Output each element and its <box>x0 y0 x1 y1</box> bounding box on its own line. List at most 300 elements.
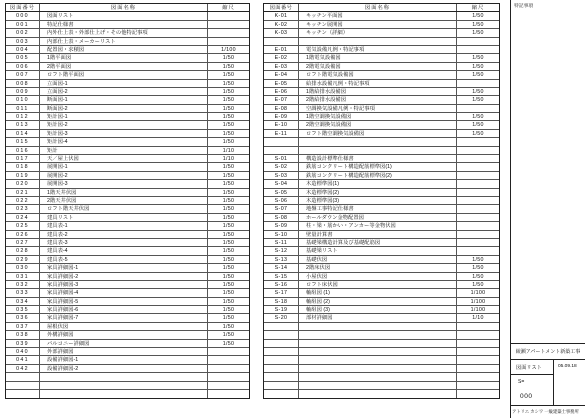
drawing-name-cell: 設備詳細図-2 <box>40 365 208 372</box>
drawing-name-cell: 基礎梁リスト <box>299 247 457 254</box>
drawing-name-cell: 1階天井伏図 <box>40 189 208 196</box>
drawing-name-cell: 給排水設備凡例・特記事項 <box>299 80 457 87</box>
table-row <box>264 130 499 138</box>
table-row <box>6 382 249 390</box>
table-row <box>264 155 499 163</box>
drawing-number-cell: S-14 <box>264 264 299 271</box>
table-row <box>6 180 249 188</box>
drawing-name-cell: 鉄筋コンクリート構造配筋標準図(1) <box>299 163 457 170</box>
table-row <box>264 306 499 314</box>
drawing-scale-cell <box>208 382 249 389</box>
drawing-name-cell: 展開図-3 <box>40 180 208 187</box>
drawing-scale-cell <box>457 155 499 162</box>
drawing-scale-cell: 1/50 <box>222 197 235 204</box>
table-row <box>264 331 499 339</box>
drawing-scale-cell: 1/50 <box>222 172 235 179</box>
drawing-scale-cell: 1/100 <box>470 298 486 305</box>
drawing-number-cell: 029 <box>6 256 40 263</box>
drawing-number-cell <box>264 340 299 347</box>
drawing-name-cell: 2階天井伏図 <box>40 197 208 204</box>
drawing-name-cell <box>40 390 208 398</box>
drawing-number-cell: 008 <box>6 80 40 87</box>
drawing-number-cell: S-15 <box>264 273 299 280</box>
drawing-number-cell: 021 <box>6 189 40 196</box>
drawing-scale-cell: 1/50 <box>222 72 235 79</box>
drawing-number-cell: E-11 <box>264 130 299 137</box>
drawing-name-cell: 屋根伏図 <box>40 323 208 330</box>
drawing-scale-cell <box>457 80 499 87</box>
drawing-scale-cell: 1/50 <box>472 97 484 104</box>
project-name: 綾瀬アパートメント新築工事 <box>515 349 581 355</box>
drawing-name-cell: 家具詳細図-2 <box>40 273 208 280</box>
drawing-name-cell: ロフト床伏図 <box>299 281 457 288</box>
table-row <box>264 264 499 272</box>
table-row <box>264 96 499 104</box>
drawing-name-cell: 軸組図 (3) <box>299 306 457 313</box>
drawing-number-cell <box>264 356 299 363</box>
drawing-number-cell: 036 <box>6 314 40 321</box>
drawing-scale-cell <box>457 247 499 254</box>
drawing-scale-cell: 1/50 <box>472 55 484 62</box>
drawing-name-cell <box>299 138 457 145</box>
drawing-name-cell: 天／屋上伏図 <box>40 155 208 162</box>
drawing-number-cell: 016 <box>6 147 40 154</box>
drawing-name-cell: ホールダウン金物配置図 <box>299 214 457 221</box>
drawing-number-cell <box>264 331 299 338</box>
drawing-number-cell: E-09 <box>264 113 299 120</box>
drawing-number-cell: 013 <box>6 121 40 128</box>
drawing-number-cell: 010 <box>6 96 40 103</box>
drawing-scale-cell <box>457 147 499 154</box>
table-row <box>6 331 249 339</box>
table-row <box>6 348 249 356</box>
drawing-name-cell: 基礎梁構造計算及び基礎配筋図 <box>299 239 457 246</box>
drawing-number-cell: 022 <box>6 197 40 204</box>
drawing-number-cell: 004 <box>6 46 40 53</box>
drawing-scale-cell <box>457 382 499 389</box>
drawing-number-cell: K-02 <box>264 21 299 28</box>
drawing-number-cell <box>6 390 40 398</box>
header-drawing-number: 図面番号 <box>6 4 40 11</box>
drawing-name-cell: キッチン（詳細） <box>299 29 457 36</box>
table-row <box>6 46 249 54</box>
drawing-name-cell <box>299 348 457 355</box>
drawing-number-cell: S-02 <box>264 163 299 170</box>
drawing-scale-cell: 1/50 <box>222 223 235 230</box>
table-row <box>264 54 499 62</box>
table-row <box>264 365 499 373</box>
drawing-list-table-left <box>5 3 250 399</box>
drawing-number-cell: 018 <box>6 163 40 170</box>
drawing-number-cell: 019 <box>6 172 40 179</box>
table-row <box>264 356 499 364</box>
drawing-scale-cell: 1/50 <box>472 88 484 95</box>
drawing-name-cell: 地盤工事特記仕様書 <box>299 205 457 212</box>
drawing-number-cell: 006 <box>6 63 40 70</box>
drawing-name-cell <box>40 373 208 380</box>
drawing-number-cell: 014 <box>6 130 40 137</box>
drawing-name-cell <box>299 323 457 330</box>
drawing-name-cell: 立面図-2 <box>40 88 208 95</box>
drawing-number-cell: 035 <box>6 306 40 313</box>
drawing-scale-cell <box>457 180 499 187</box>
drawing-name-cell <box>299 365 457 372</box>
drawing-scale-cell <box>457 214 499 221</box>
table-row <box>264 12 499 20</box>
drawing-number-cell: 038 <box>6 331 40 338</box>
table-row <box>264 21 499 29</box>
table-row <box>6 323 249 331</box>
drawing-scale-cell: 1/10 <box>222 147 235 154</box>
table-row <box>6 231 249 239</box>
drawing-name-cell <box>299 340 457 347</box>
drawing-scale-cell: 1/50 <box>222 88 235 95</box>
drawing-name-cell: 配置図・求積図 <box>40 46 208 53</box>
table-row <box>6 105 249 113</box>
drawing-name-cell: 外構詳細図 <box>40 331 208 338</box>
drawing-name-cell: 展開図-2 <box>40 172 208 179</box>
drawing-name-cell: 電気設備凡例・特記事項 <box>299 46 457 53</box>
drawing-number-cell: 000 <box>6 12 40 19</box>
drawing-scale-cell <box>208 12 249 19</box>
drawing-name-cell: 1階給排水設備図 <box>299 88 457 95</box>
table-row <box>264 138 499 146</box>
table-row <box>6 88 249 96</box>
table-row <box>264 314 499 322</box>
drawing-number-cell <box>264 147 299 154</box>
drawing-number: 000 <box>520 393 533 400</box>
drawing-name-cell: 2階電気設備図 <box>299 63 457 70</box>
drawing-number-cell: E-01 <box>264 46 299 53</box>
drawing-name-cell: 断面図-1 <box>40 96 208 103</box>
table-row <box>6 155 249 163</box>
drawing-number-cell: S-06 <box>264 197 299 204</box>
drawing-name-cell: ロフト階空調換気設備図 <box>299 130 457 137</box>
drawing-name-cell: 矩計 <box>40 147 208 154</box>
scale-label: S= <box>518 379 525 385</box>
drawing-scale-cell: 1/50 <box>222 290 235 297</box>
table-row <box>6 273 249 281</box>
drawing-number-cell: 041 <box>6 356 40 363</box>
title-block-divider <box>510 405 585 406</box>
drawing-scale-cell: 1/50 <box>472 30 484 37</box>
drawing-number-cell: S-10 <box>264 231 299 238</box>
table-row <box>6 96 249 104</box>
drawing-name-cell: 軸組図 (1) <box>299 289 457 296</box>
drawing-scale-cell: 1/50 <box>222 97 235 104</box>
drawing-name-cell: ロフト階天井伏図 <box>40 205 208 212</box>
drawing-name-cell: 基礎伏図 <box>299 256 457 263</box>
drawing-number-cell: 002 <box>6 29 40 36</box>
drawing-scale-cell <box>457 239 499 246</box>
drawing-scale-cell: 1/50 <box>222 122 235 129</box>
header-scale: 縮尺 <box>471 5 485 11</box>
drawing-scale-cell <box>457 390 499 398</box>
drawing-name-cell: 家具詳細図-3 <box>40 281 208 288</box>
table-row <box>6 373 249 381</box>
drawing-number-cell <box>264 323 299 330</box>
table-row <box>6 214 249 222</box>
drawing-scale-cell <box>208 356 249 363</box>
drawing-name-cell: 軸組図 (2) <box>299 298 457 305</box>
table-row <box>6 197 249 205</box>
drawing-number-cell: K-03 <box>264 29 299 36</box>
drawing-number-cell: 012 <box>6 113 40 120</box>
table-row <box>6 306 249 314</box>
drawing-scale-cell <box>457 331 499 338</box>
drawing-name-cell: 矩計図-1 <box>40 113 208 120</box>
table-row <box>6 71 249 79</box>
table-row <box>264 340 499 348</box>
table-header-row <box>264 4 499 12</box>
table-row <box>264 38 499 46</box>
drawing-number-cell: 007 <box>6 71 40 78</box>
drawing-scale-cell <box>457 138 499 145</box>
drawing-number-cell: E-05 <box>264 80 299 87</box>
drawing-number-cell: 033 <box>6 289 40 296</box>
drawing-name-cell: 木造標準図(3) <box>299 197 457 204</box>
table-row <box>6 113 249 121</box>
drawing-number-cell <box>264 373 299 380</box>
drawing-scale-cell <box>208 348 249 355</box>
drawing-name-cell: 2階平面図 <box>40 63 208 70</box>
drawing-date: 05.09.18 <box>558 364 577 369</box>
drawing-scale-cell: 1/50 <box>222 239 235 246</box>
table-row <box>6 163 249 171</box>
drawing-name-cell: 矩計図-3 <box>40 130 208 137</box>
drawing-number-cell: S-19 <box>264 306 299 313</box>
table-row <box>6 390 249 398</box>
drawing-name-cell: 建具表-1 <box>40 222 208 229</box>
drawing-scale-cell: 1/50 <box>472 72 484 79</box>
table-row <box>6 130 249 138</box>
drawing-number-cell <box>264 390 299 398</box>
table-row <box>264 29 499 37</box>
title-block-divider <box>553 359 554 405</box>
drawing-name-cell: 家具詳細図-7 <box>40 314 208 321</box>
drawing-scale-cell: 1/50 <box>222 164 235 171</box>
table-row <box>6 80 249 88</box>
drawing-scale-cell: 1/50 <box>472 130 484 137</box>
drawing-scale-cell: 1/50 <box>472 21 484 28</box>
table-row <box>6 172 249 180</box>
drawing-scale-cell: 1/50 <box>222 63 235 70</box>
drawing-scale-cell: 1/50 <box>222 265 235 272</box>
drawing-name-cell: 部材詳細図 <box>299 314 457 321</box>
drawing-name-cell <box>299 373 457 380</box>
table-row <box>6 205 249 213</box>
drawing-number-cell: E-07 <box>264 96 299 103</box>
table-row <box>6 189 249 197</box>
table-row <box>264 71 499 79</box>
drawing-name-cell: 矩計図-4 <box>40 138 208 145</box>
drawing-number-cell <box>264 138 299 145</box>
drawing-number-cell: 039 <box>6 340 40 347</box>
drawing-name-cell: 内部仕上表・メーカーリスト <box>40 38 208 45</box>
drawing-name-cell: キッチン平面図 <box>299 12 457 19</box>
drawing-number-cell <box>264 365 299 372</box>
table-row <box>264 80 499 88</box>
drawing-number-cell: E-10 <box>264 121 299 128</box>
drawing-name-cell: ロフト階電気設備図 <box>299 71 457 78</box>
table-row <box>264 147 499 155</box>
table-row <box>264 222 499 230</box>
drawing-number-cell: S-08 <box>264 214 299 221</box>
drawing-scale-cell <box>457 189 499 196</box>
header-drawing-number: 図面番号 <box>264 4 299 11</box>
drawing-number-cell: S-01 <box>264 155 299 162</box>
table-row <box>264 281 499 289</box>
table-row <box>264 373 499 381</box>
drawing-name-cell: 空調換気設備凡例・特記事項 <box>299 105 457 112</box>
drawing-name-cell <box>299 382 457 389</box>
title-block-divider <box>510 343 585 344</box>
drawing-scale-cell <box>457 172 499 179</box>
drawing-name-cell: 家具詳細図-5 <box>40 298 208 305</box>
drawing-number-cell: S-18 <box>264 298 299 305</box>
drawing-number-cell: 005 <box>6 54 40 61</box>
drawing-number-cell: S-09 <box>264 222 299 229</box>
drawing-scale-cell: 1/50 <box>222 130 235 137</box>
table-row <box>264 197 499 205</box>
drawing-name-cell <box>299 390 457 398</box>
drawing-number-cell: S-11 <box>264 239 299 246</box>
drawing-name-cell: 外部詳細図 <box>40 348 208 355</box>
table-row <box>6 281 249 289</box>
table-row <box>264 189 499 197</box>
header-drawing-name: 図面名称 <box>299 4 457 11</box>
table-row <box>264 88 499 96</box>
table-row <box>6 365 249 373</box>
table-row <box>6 239 249 247</box>
table-row <box>6 147 249 155</box>
drawing-scale-cell: 1/50 <box>472 122 484 129</box>
table-row <box>264 348 499 356</box>
table-row <box>6 121 249 129</box>
drawing-scale-cell: 1/50 <box>222 315 235 322</box>
drawing-number-cell: 020 <box>6 180 40 187</box>
table-row <box>264 63 499 71</box>
header-scale: 縮尺 <box>222 5 235 11</box>
table-row <box>264 163 499 171</box>
table-row <box>6 21 249 29</box>
drawing-number-cell: 037 <box>6 323 40 330</box>
drawing-number-cell <box>6 382 40 389</box>
drawing-name-cell: 断面図-2 <box>40 105 208 112</box>
drawing-number-cell: E-03 <box>264 63 299 70</box>
drawing-scale-cell: 1/50 <box>222 323 235 330</box>
drawing-number-cell <box>264 382 299 389</box>
drawing-number-cell: S-17 <box>264 289 299 296</box>
table-row <box>264 390 499 398</box>
drawing-number-cell: E-08 <box>264 105 299 112</box>
drawing-number-cell <box>6 373 40 380</box>
drawing-list-table-right <box>263 3 500 399</box>
drawing-scale-cell <box>457 348 499 355</box>
drawing-number-cell: 009 <box>6 88 40 95</box>
table-row <box>6 314 249 322</box>
drawing-scale-cell <box>208 373 249 380</box>
table-row <box>6 29 249 37</box>
table-row <box>264 289 499 297</box>
drawing-scale-cell <box>457 323 499 330</box>
table-row <box>264 214 499 222</box>
table-row <box>264 205 499 213</box>
drawing-number-cell: 030 <box>6 264 40 271</box>
table-row <box>6 54 249 62</box>
drawing-number-cell: 026 <box>6 231 40 238</box>
drawing-scale-cell: 1/50 <box>222 248 235 255</box>
drawing-scale-cell <box>457 340 499 347</box>
drawing-scale-cell <box>457 205 499 212</box>
drawing-scale-cell <box>208 29 249 36</box>
office-name: アトリエ カシワ 一級建築士事務所 <box>512 409 579 414</box>
drawing-name-cell: 家具詳細図-6 <box>40 306 208 313</box>
drawing-name-cell: 2階空調換気設備図 <box>299 121 457 128</box>
drawing-number-cell: K-01 <box>264 12 299 19</box>
drawing-number-cell: S-03 <box>264 172 299 179</box>
table-row <box>264 113 499 121</box>
drawing-name-cell: 家具詳細図-4 <box>40 289 208 296</box>
drawing-number-cell: S-20 <box>264 314 299 321</box>
drawing-number-cell: 027 <box>6 239 40 246</box>
table-row <box>264 239 499 247</box>
drawing-number-cell: 001 <box>6 21 40 28</box>
drawing-number-cell: 042 <box>6 365 40 372</box>
notes-label: 特記事項 <box>514 4 534 9</box>
drawing-number-cell: 040 <box>6 348 40 355</box>
drawing-scale-cell <box>457 105 499 112</box>
drawing-name-cell: 特記仕様書 <box>40 21 208 28</box>
drawing-name-cell <box>299 147 457 154</box>
drawing-name-cell: 1階空調換気設備図 <box>299 113 457 120</box>
drawing-number-cell: E-02 <box>264 54 299 61</box>
drawing-number-cell: 028 <box>6 247 40 254</box>
drawing-number-cell: E-06 <box>264 88 299 95</box>
drawing-name-cell: 柱・梁・筋かい・アンカー等金物伏図 <box>299 222 457 229</box>
table-header-row <box>6 4 249 12</box>
drawing-number-cell <box>264 348 299 355</box>
drawing-name-cell: キッチン展開図 <box>299 21 457 28</box>
drawing-scale-cell <box>208 38 249 45</box>
table-row <box>264 247 499 255</box>
drawing-scale-cell: 1/50 <box>222 189 235 196</box>
drawing-scale-cell <box>457 365 499 372</box>
drawing-name-cell: 建具表-3 <box>40 239 208 246</box>
drawing-scale-cell <box>208 21 249 28</box>
drawing-name-cell: 1階電気設備図 <box>299 54 457 61</box>
table-row <box>6 38 249 46</box>
drawing-name-cell: 木造標準図(1) <box>299 180 457 187</box>
table-row <box>6 264 249 272</box>
drawing-number-cell: 015 <box>6 138 40 145</box>
drawing-scale-cell: 1/100 <box>221 46 236 53</box>
table-row <box>6 289 249 297</box>
drawing-number-cell: E-04 <box>264 71 299 78</box>
drawing-title: 図面リスト <box>516 365 542 371</box>
table-row <box>264 105 499 113</box>
drawing-name-cell: 小屋伏図 <box>299 273 457 280</box>
header-drawing-name: 図面名称 <box>40 4 208 11</box>
drawing-name-cell: 鉄筋コンクリート構造配筋標準図(2) <box>299 172 457 179</box>
drawing-scale-cell: 1/50 <box>222 298 235 305</box>
drawing-name-cell: 内外仕上表・外部仕上げ・その他特記事項 <box>40 29 208 36</box>
table-row <box>264 180 499 188</box>
drawing-name-cell: 設備詳細図-1 <box>40 356 208 363</box>
title-block-border <box>510 0 511 418</box>
drawing-name-cell <box>299 356 457 363</box>
drawing-scale-cell: 1/50 <box>222 114 235 121</box>
